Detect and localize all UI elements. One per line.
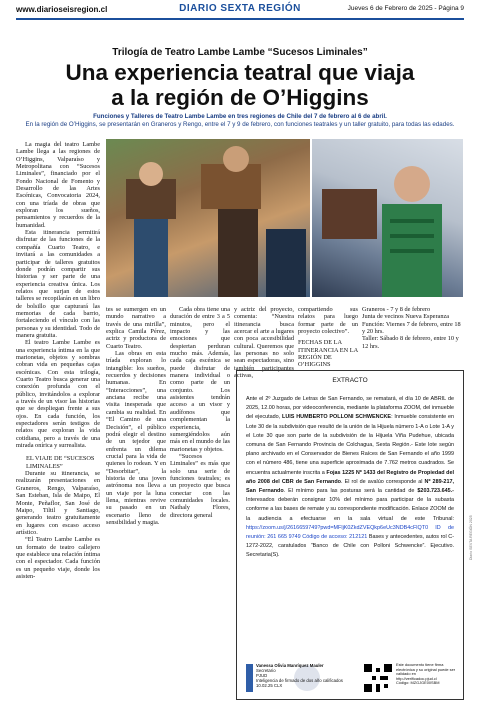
article-column-5 — [298, 306, 358, 368]
paragraph: El teatro Lambe Lambe es una experiencia íntima en la que marionetas, objetos y sombras cobran vida en pequeñas cajas escénicas. Con esta trilogía, Cuarto Teatro busca generar una conexión profunda con el público, invitándolos a explorar a través de un visor las historias que se despliegan frente a sus ojos. En cada función, los espectadores serán testigos de relatos que exploran la vida cotidiana, pero a través de una mirada onírica y surrealista. — [16, 339, 100, 450]
photo-puppeteers — [106, 139, 310, 297]
zoom-link[interactable]: https://zoom.us/j/2616659749?pwd=MFljK0ZkdZVEQkp6eUc3NDB4cFlQT0 ID de reunión: 261 665 9749 Código de acceso: 212121 — [246, 524, 454, 541]
notice-registry: Fojas 1225 Nº 1433 del Registro de Propiedad del año 2008 del CBR de San Fernando — [246, 469, 454, 485]
subtitle-line-2: En la región de O’Higgins, se presentarán en Graneros y Rengo, entre el 7 y 9 de febrero, con funciones teatrales y un taller gratuito, para todas las edades. — [25, 121, 455, 128]
article-column-3 — [170, 306, 230, 706]
notice-defendant: LUIS HUMBERTO POLLONI SCHWENCKE — [282, 414, 392, 421]
signer-info — [256, 663, 346, 688]
paragraph: Durante su itinerancia, se realizarán presentaciones en Graneros, Rengo, Valparaíso, San Esteban, Isla de Maipo, El Monte, Peñaflor, San José de Maipo, Tiltil y Santiago, generando teatro gratuitamente en lugares con escaso acceso artístico. — [16, 470, 100, 536]
legal-notice-title: EXTRACTO — [332, 377, 368, 384]
notice-text: . El rol de avalúo corresponde al — [341, 478, 425, 485]
notice-text: . El mínimo para las posturas será la cantidad de — [283, 488, 418, 495]
signer-note: Inteligencia de firmado de dos año calificados — [256, 678, 343, 683]
notice-text: : Inmueble consistente en Lote 30 de la subdivisión que resultó de la unión de la Hijuela número 1-A o Lote 1-A y el Lote 30 que son parte de la subdivisión de la Hijuela Viña Pudehue, ubicada comuna de San Fernando Provincia de Colchagua, Sexta Región.- Este lote según plano archivado en el Conservador de Bienes Raíces de San Fernando el año 1999 con el número 486, tiene una superficie aproximada de 7.762 metros cuadrados. Se encuentra actualmente inscrita a — [246, 414, 455, 476]
signature-block — [246, 663, 454, 693]
qr-code-icon — [364, 664, 392, 692]
schedule-line: Graneros - 7 y 8 de febrero — [362, 306, 431, 313]
legal-notice-body — [246, 395, 454, 561]
cert-code: Código: MZGJGE00SBM — [396, 680, 440, 686]
page-header — [16, 4, 464, 20]
page-date: Jueves 6 de Febrero de 2025 - Página 9 — [347, 5, 464, 12]
notice-text: Interesados deberán consignar 10% del mínimo para participar de la subasta conforme a las bases de remate y su correspondiente modificación. Enlace ZOOM de la audiencia a efectuarse en la sala virtual de este Tribunal: — [246, 497, 454, 522]
article-headline — [16, 60, 464, 110]
seal-bar — [246, 664, 253, 692]
notice-minimum: $203.723.645.- — [417, 488, 454, 495]
article-subtitle — [16, 113, 464, 129]
certificate-text — [396, 663, 456, 686]
signer-date: 10.02.25 CLX — [256, 683, 283, 688]
subtitle-line-1: Funciones y Talleres de Teatro Lambe Lambe en tres regiones de Chile del 7 de febrero al 6 de abril. — [93, 113, 387, 120]
site-url[interactable]: www.diarioseisregion.cl — [16, 5, 108, 14]
photo-puppeteers-illustration — [106, 139, 310, 297]
article-column-2 — [106, 306, 166, 706]
signer-org: PJUD — [256, 673, 268, 678]
article-kicker: Trilogía de Teatro Lambe Lambe “Sucesos Liminales” — [112, 47, 368, 58]
photo-actress-illustration — [312, 139, 463, 297]
legal-notice-box — [236, 370, 464, 700]
notice-text: Ante el 2º Juzgado de Letras de San Fernando, se rematará, el día 10 de ABRIL de 2025, 12.00 horas, por videoconferencia, mediante la plataforma ZOOM, del inmueble del ejecutado, — [246, 396, 454, 421]
schedule-column — [362, 306, 462, 368]
paragraph: tes se sumergen en un mundo narrativo a través de una mirilla”, explica Camila Pérez, actriz y productora de Cuarto Teatro. — [106, 306, 166, 350]
paragraph: La magia del teatro Lambe Lambe llega a las regiones de O’Higgins, Valparaíso y Metropolitana con “Sucesos Liminales”, financiado por el Fondo Nacional de Fomento y Desarrollo de las Artes Escénicas, Convocatoria 2024, con una tríada de obras que exploran los sueños, pensamientos y recuerdos de la humanidad. — [16, 141, 100, 229]
schedule-line: Función: Viernes 7 de febrero, entre 18 y 20 hrs. — [362, 320, 461, 336]
article-column-1 — [16, 141, 100, 706]
cert-line: Este documento tiene firma electrónica y su original puede ser validado en http://verificadoc.pjud.cl — [396, 662, 456, 681]
paragraph: “El Teatro Lambe Lambe es un formato de teatro callejero que establece una relación íntima con el espectador. Cada función es un pequeño viaje, donde los asisten- — [16, 536, 100, 580]
side-note: Diario SEXTA REGIÓN 2025 — [469, 515, 473, 560]
headline-line-2: a la región de O’Higgins — [111, 85, 369, 110]
section-subhead: FECHAS DE LA ITINERANCIA EN LA REGIÓN DE O’HIGGINS — [298, 339, 358, 369]
headline-line-1: Una experiencia teatral que viaja — [65, 60, 415, 85]
paragraph: “Sucesos Liminales” es más que solo una serie de funciones teatrales; es un proyecto que busca conectar con las comunidades locales. Nathaly Flores, directora general — [170, 452, 230, 519]
schedule-line: Junta de vecinos Nueva Esperanza — [362, 313, 450, 321]
signer-role: Secretario — [256, 668, 276, 673]
paragraph: Las obras en esta tríada exploran lo intangible: los sueños, recuerdos y decisiones humanas. En “Interacciones”, una anciana recibe una visita inesperada que cambia su realidad. En “El Camino de una Decisión”, el público podrá elegir el destino de un tejedor que enfrenta un dilema crucial para la vida de quienes lo rodean. Y en “Desorbitar”, la historia de una joven astrónoma nos lleva a un viaje por la luna llena, mientras revive su pasado en un escenario lleno de sensibilidad y magia. — [106, 350, 166, 526]
schedule-line: Taller: Sábado 8 de febrero, entre 10 y 12 hrs. — [362, 335, 459, 350]
signer-name: Vanessa Olivia Manríquez Mauler — [256, 663, 324, 668]
paragraph: y actriz del proyecto, comenta: “Nuestra itinerancia busca acercar el arte a lugares con poca accesibilidad cultural. Queremos que las personas no solo sean espectadoras, sino también participantes activas, — [234, 306, 294, 380]
notice-rol: Nº 289-217, San Fernando — [246, 478, 455, 495]
paragraph: Cada obra tiene una duración de entre 3 a 5 minutos, pero el impacto y las emociones que despiertan perduran mucho más. Además, cada caja escénica se puede disfrutar de manera individual o como parte de un conjunto. Los asistentes tendrán acceso a un visor y audífonos que complementan la experiencia, sumergiéndolos aún más en el mundo de las marionetas y objetos. — [170, 306, 230, 453]
notice-text: Bases y antecedentes, autos rol C-1272-2022, caratulados “Banco de Chile con Polloni Schwencke”. Ejecutivo. Secretaria(S). — [246, 534, 454, 559]
paragraph: Esta itinerancia permitirá disfrutar de las funciones de la compañía Cuarto Teatro, e invitará a las comunidades a participar de talleres gratuitos donde podrán compartir sus historias y ser parte de una experiencia creativa única. Los relatos que surjan de estos talleres se recopilarán en un libro de bolsillo que capturará las memorias de cada barrio, fortaleciendo el vínculo con las personas y su identidad. Todo de manera gratuita. — [16, 229, 100, 339]
paragraph: compartiendo sus relatos para luego formar parte de un proyecto colectivo”. — [298, 306, 358, 336]
masthead: DIARIO SEXTA REGIÓN — [179, 3, 301, 14]
article-column-4 — [234, 306, 294, 380]
section-subhead: EL VIAJE DE “SUCESOS LIMINALES” — [26, 455, 95, 470]
photo-actress — [312, 139, 463, 297]
